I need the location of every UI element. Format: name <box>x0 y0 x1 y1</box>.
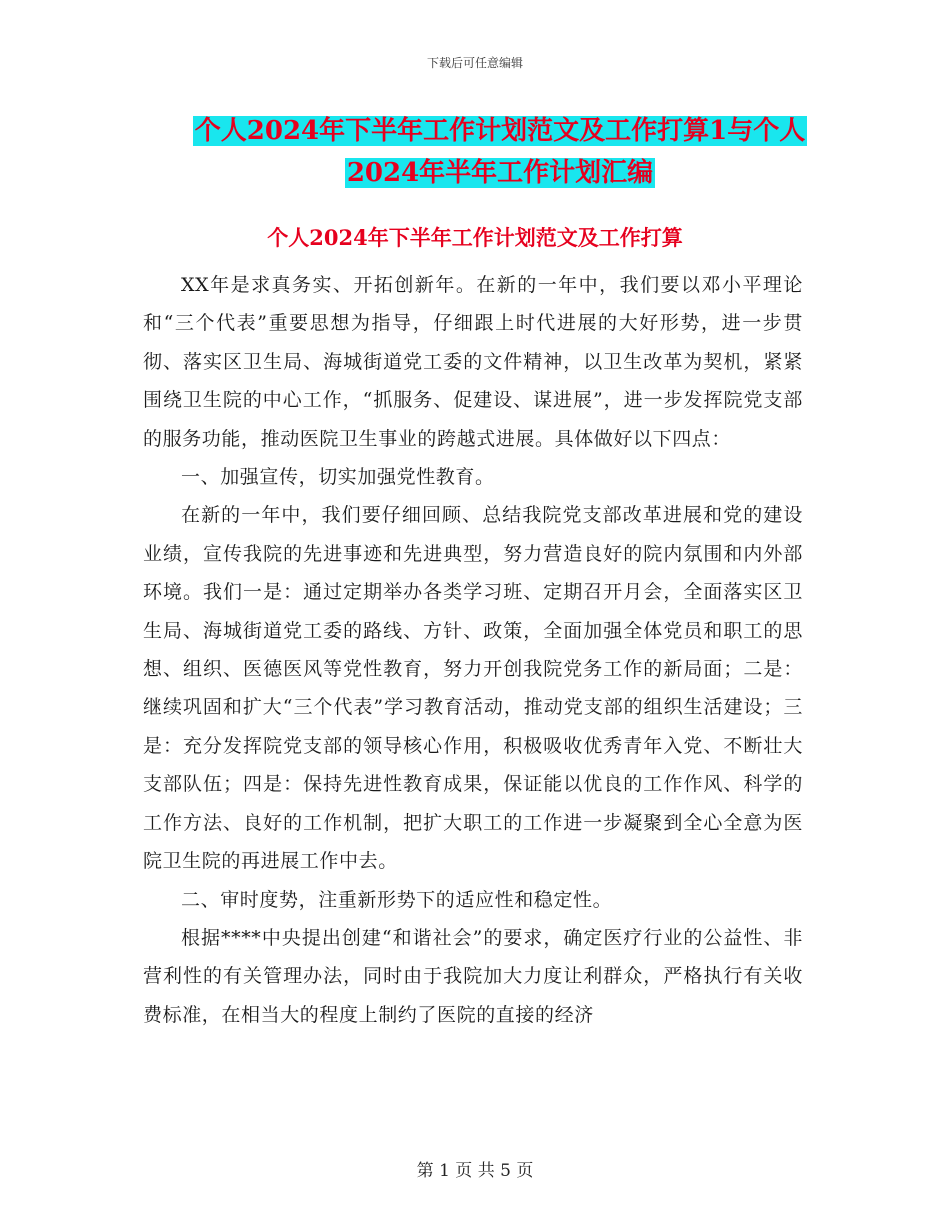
document-title <box>140 110 860 194</box>
paragraph-heading: 一、加强宣传，切实加强党性教育。 <box>181 466 495 489</box>
paragraph: 根据****中央提出创建“和谐社会”的要求，确定医疗行业的公益性、非营利性的有关管理办法，同时由于我院加大力度让利群众，严格执行有关收费标准，在相当大的程度上制约了医院的直接的经济 <box>143 926 803 1026</box>
section-title: 个人2024年下半年工作计划范文及工作打算 <box>267 225 683 250</box>
paragraph: XX年是求真务实、开拓创新年。在新的一年中，我们要以邓小平理论和“三个代表”重要思想为指导，仔细跟上时代进展的大好形势，进一步贯彻、落实区卫生局、海城街道党工委的文件精神，以卫生改革为契机，紧紧围绕卫生院的中心工作，“抓服务、促建设、谋进展”，进一步发挥院党支部的服务功能，推动医院卫生事业的跨越式进展。具体做好以下四点： <box>143 274 803 450</box>
page-footer: 第 1 页 共 5 页 <box>416 1161 534 1181</box>
paragraph-heading: 二、审时度势，注重新形势下的适应性和稳定性。 <box>181 888 613 911</box>
document-title-line-1: 个人2024年下半年工作计划范文及工作打算1与个人 <box>194 116 806 146</box>
document-title-line-2: 2024年半年工作计划汇编 <box>346 158 654 188</box>
paragraph: 在新的一年中，我们要仔细回顾、总结我院党支部改革进展和党的建设业绩，宣传我院的先进事迹和先进典型，努力营造良好的院内氛围和内外部环境。我们一是：通过定期举办各类学习班、定期召开月会，全面落实区卫生局、海城街道党工委的路线、方针、政策，全面加强全体党员和职工的思想、组织、医德医风等党性教育，努力开创我院党务工作的新局面；二是：继续巩固和扩大“三个代表”学习教育活动，推动党支部的组织生活建设；三是：充分发挥院党支部的领导核心作用，积极吸收优秀青年入党、不断壮大支部队伍；四是：保持先进性教育成果，保证能以优良的工作作风、科学的工作方法、良好的工作机制，把扩大职工的工作进一步凝聚到全心全意为医院卫生院的再进展工作中去。 <box>143 504 803 873</box>
header-note: 下载后可任意编辑 <box>426 56 523 70</box>
body-text <box>143 266 803 1034</box>
